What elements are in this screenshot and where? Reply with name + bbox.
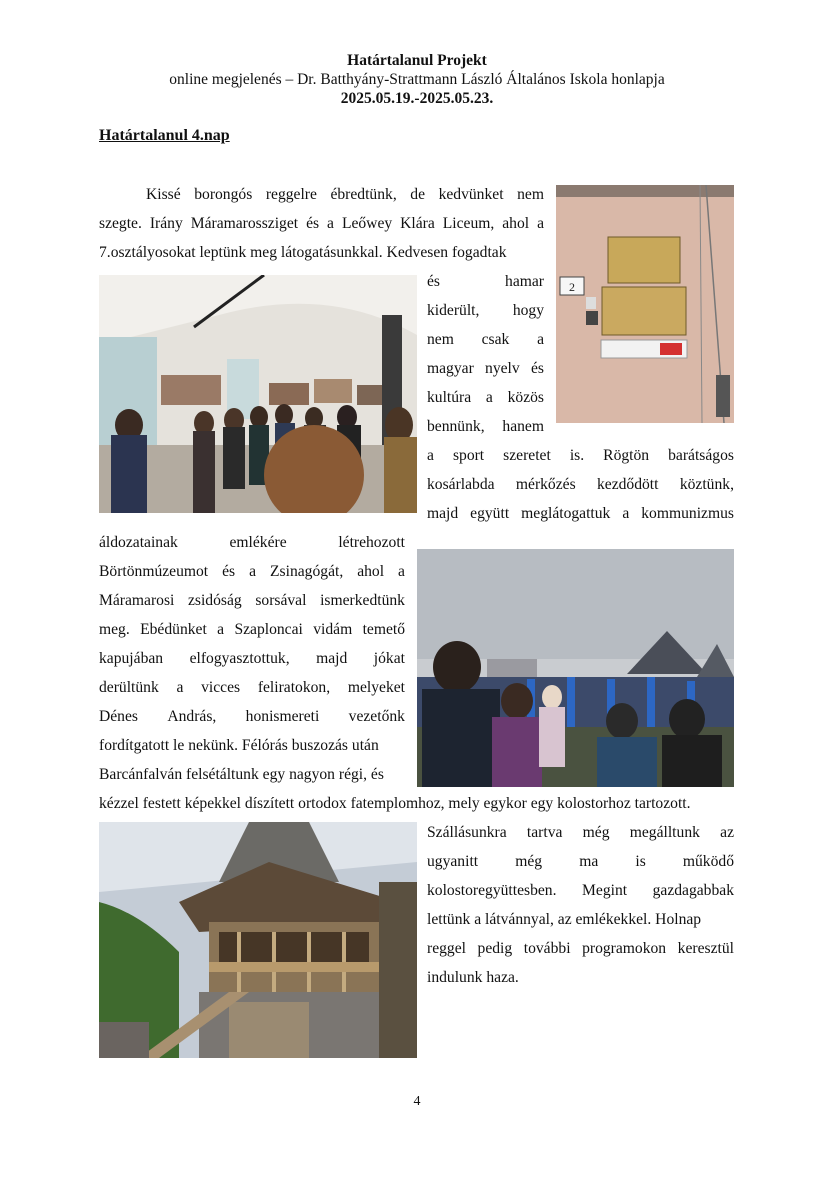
text-line — [427, 910, 734, 930]
text-word: szegte. — [99, 215, 142, 232]
text-word: bennünk, — [427, 418, 485, 435]
prison-museum-photo — [99, 275, 417, 513]
text-line — [427, 504, 734, 524]
text-word: mérkőzés — [515, 476, 576, 493]
text-word: Kissé — [146, 186, 181, 203]
text-line — [99, 678, 405, 698]
text-word: kosárlabda — [427, 476, 495, 493]
text-word: sport — [452, 447, 485, 464]
text-word: a — [398, 563, 405, 580]
text-line — [427, 823, 734, 843]
text-line — [427, 475, 734, 495]
text-line — [427, 272, 544, 292]
text-word: keresztül — [677, 940, 734, 957]
text-word: is — [635, 853, 646, 870]
text-word: kiderült, — [427, 302, 480, 319]
text-word: lettünk a látvánnyal, az emlékekkel. Holnap — [427, 911, 702, 928]
text-word: fordítgatott le nekünk. Félórás buszozás után — [99, 737, 379, 754]
text-line — [427, 359, 544, 379]
text-word: szeretet — [503, 447, 551, 464]
text-word: még — [515, 853, 543, 870]
text-word: majd — [427, 505, 459, 522]
page-number: 4 — [413, 1094, 421, 1109]
text-line — [99, 591, 405, 611]
text-word: ismerkedtünk — [320, 592, 405, 609]
text-word: majd — [316, 650, 348, 667]
text-word: csak — [481, 331, 510, 348]
text-word: Ebédünket — [140, 621, 207, 638]
text-word: Liceum, — [442, 215, 495, 232]
text-line — [427, 388, 544, 408]
text-word: ahol — [502, 215, 530, 232]
text-word: hogy — [512, 302, 544, 319]
text-word: vezetőnk — [348, 708, 405, 725]
text-word: a — [537, 215, 544, 232]
project-title: Határtalanul Projekt — [347, 52, 487, 69]
text-line — [99, 649, 405, 669]
text-line — [99, 214, 544, 234]
text-word: borongós — [194, 186, 253, 203]
text-word: Rögtön — [603, 447, 650, 464]
text-word: Barcánfalván felsétáltunk egy nagyon régi, és — [99, 766, 384, 783]
text-line — [99, 794, 739, 814]
text-word: ugyanitt — [427, 853, 479, 870]
text-word: honismereti — [245, 708, 320, 725]
text-word: további — [523, 940, 571, 957]
text-word: is. — [569, 447, 585, 464]
text-word: temető — [362, 621, 405, 638]
text-word: létrehozott — [338, 534, 405, 551]
text-line — [99, 533, 405, 553]
text-line — [427, 446, 734, 466]
text-word: és — [222, 563, 236, 580]
text-line — [99, 736, 405, 756]
text-word: hamar — [505, 273, 544, 290]
text-word: köztünk, — [679, 476, 734, 493]
text-word: Máramarosi — [99, 592, 175, 609]
text-line — [99, 620, 405, 640]
text-line — [99, 765, 405, 785]
text-word: programokon — [582, 940, 667, 957]
text-word: és — [530, 360, 544, 377]
text-word: Klára — [400, 215, 435, 232]
text-word: és — [427, 273, 440, 290]
text-word: megálltunk — [629, 824, 700, 841]
merry-cemetery-photo — [417, 549, 734, 787]
text-word: Irány — [149, 215, 183, 232]
text-word: sorsával — [255, 592, 307, 609]
text-word: és — [306, 215, 320, 232]
text-word: meglátogattuk — [521, 505, 611, 522]
text-word: Szállásunkra — [427, 824, 507, 841]
text-word: kedvünket — [438, 186, 504, 203]
text-word: Megint — [582, 882, 628, 899]
text-word: kezdődött — [596, 476, 659, 493]
text-word: András, — [167, 708, 217, 725]
text-word: derültünk — [99, 679, 159, 696]
text-word: még — [582, 824, 610, 841]
text-line — [427, 417, 544, 437]
text-word: áldozatainak — [99, 534, 178, 551]
text-line — [427, 939, 734, 959]
text-word: Börtönmúzeumot — [99, 563, 209, 580]
text-word: Dénes — [99, 708, 138, 725]
text-word: emlékére — [229, 534, 287, 551]
text-word: de — [410, 186, 426, 203]
text-word: feliratokon, — [257, 679, 331, 696]
text-line — [99, 243, 544, 263]
text-word: a — [327, 215, 334, 232]
text-word: zsidóság — [187, 592, 242, 609]
text-line — [427, 852, 734, 872]
text-word: vicces — [201, 679, 241, 696]
text-word: kommunizmus — [641, 505, 734, 522]
text-word: a — [217, 621, 225, 638]
text-word: közös — [507, 389, 544, 406]
text-word: tartva — [526, 824, 563, 841]
text-line — [99, 707, 405, 727]
text-word: elfogyasztottuk, — [189, 650, 290, 667]
text-word: a — [622, 505, 630, 522]
text-word: pedig — [477, 940, 513, 957]
text-word: Zsinagógát, — [270, 563, 344, 580]
text-word: jókat — [373, 650, 405, 667]
text-word: ahol — [357, 563, 385, 580]
text-word: reggelre — [265, 186, 317, 203]
text-word: kultúra — [427, 389, 472, 406]
text-word: reggel — [427, 940, 466, 957]
text-word: nem — [427, 331, 454, 348]
text-word: az — [720, 824, 734, 841]
text-word: nem — [517, 186, 544, 203]
text-word: kézzel festett képekkel díszített ortodox fatemplomhoz, mely egykor egy kolostorhoz tartozott. — [99, 795, 691, 812]
text-word: a — [249, 563, 257, 580]
text-word: működő — [682, 853, 734, 870]
text-word: a — [176, 679, 184, 696]
text-word: a — [485, 389, 493, 406]
text-word: együtt — [470, 505, 510, 522]
text-word: magyar — [427, 360, 474, 377]
school-plaques-photo — [556, 185, 734, 423]
text-word: kolostoregyüttesben. — [427, 882, 557, 899]
text-word: a — [427, 447, 434, 464]
date-range: 2025.05.19.-2025.05.23. — [340, 90, 494, 107]
publication-note: online megjelenés – Dr. Batthyány-Strattmann László Általános Iskola honlapja — [169, 71, 665, 88]
text-word: Máramarossziget — [190, 215, 299, 232]
text-word: indulunk haza. — [427, 969, 519, 986]
text-word: 7.osztályosokat leptünk meg látogatásunkkal. Kedvesen fogadtak — [99, 244, 507, 261]
text-line — [146, 185, 544, 205]
text-word: melyeket — [347, 679, 405, 696]
text-word: ébredtünk, — [330, 186, 397, 203]
text-line — [427, 301, 544, 321]
text-word: Leőwey — [341, 215, 393, 232]
text-word: meg. — [99, 621, 130, 638]
text-word: vidám — [313, 621, 353, 638]
text-word: nyelv — [485, 360, 520, 377]
text-line — [427, 881, 734, 901]
wooden-church-photo — [99, 822, 417, 1058]
text-line — [427, 330, 544, 350]
text-word: ma — [579, 853, 599, 870]
text-word: a — [537, 331, 544, 348]
text-word: hanem — [502, 418, 544, 435]
text-word: Szaploncai — [234, 621, 303, 638]
svg-text:2: 2 — [569, 280, 575, 294]
text-word: kapujában — [99, 650, 164, 667]
section-title: Határtalanul 4.nap — [99, 127, 230, 144]
text-word: gazdagabbak — [652, 882, 734, 899]
text-line — [99, 562, 405, 582]
text-word: barátságos — [668, 447, 734, 464]
text-line — [427, 968, 734, 988]
